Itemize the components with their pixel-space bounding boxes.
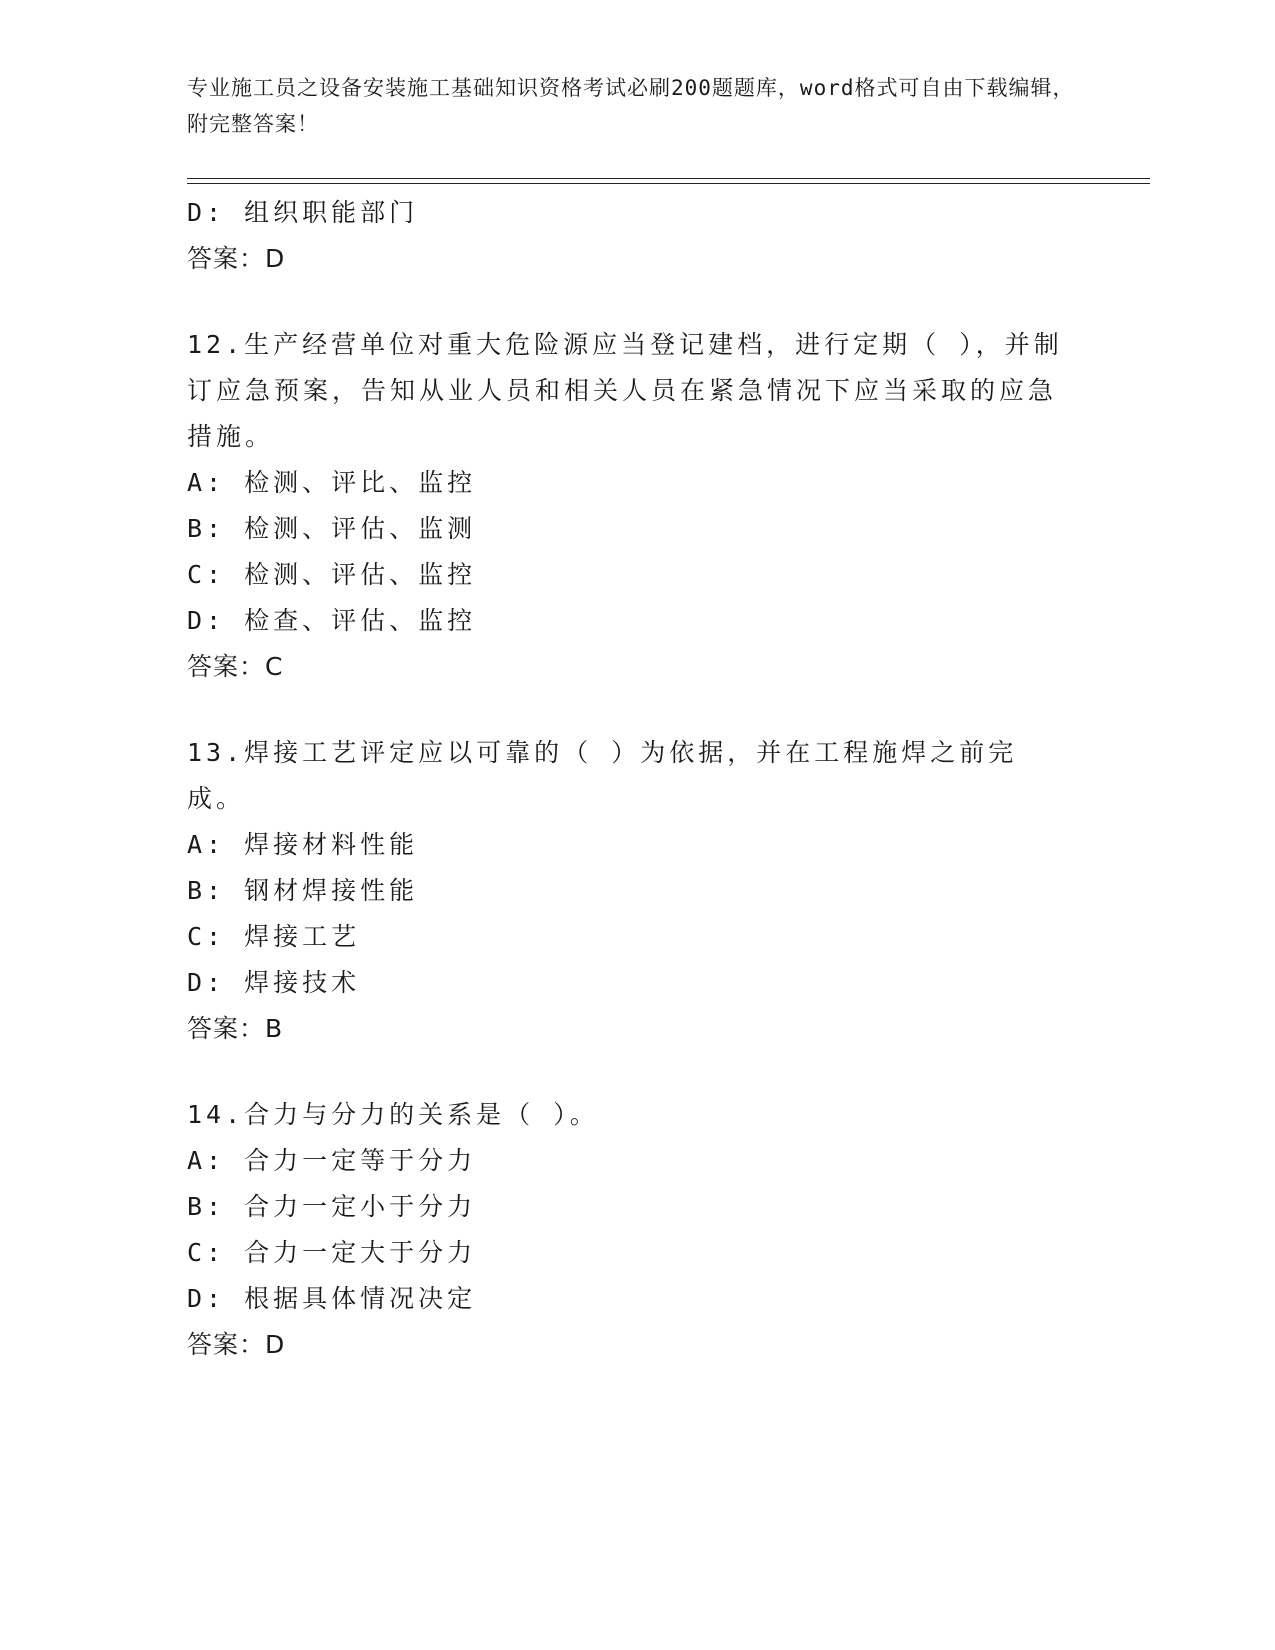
option-a: A: 检测、评比、监控 <box>187 468 477 497</box>
question-12 <box>187 322 1067 690</box>
answer: 答案：C <box>187 652 284 681</box>
option-d: D: 根据具体情况决定 <box>187 1284 477 1313</box>
header-divider-top <box>187 178 1150 179</box>
option-a: A: 合力一定等于分力 <box>187 1146 477 1175</box>
option-c: C: 焊接工艺 <box>187 922 361 951</box>
option-a: A: 焊接材料性能 <box>187 830 419 859</box>
question-13 <box>187 730 1067 1052</box>
option-d: D: 焊接技术 <box>187 968 361 997</box>
question-text: 12.生产经营单位对重大危险源应当登记建档，进行定期（ ），并制订应急预案，告知从业人员和相关人员在紧急情况下应当采取的应急措施。 <box>187 330 1063 451</box>
header-divider-bottom <box>187 183 1150 184</box>
prev-option-d: D: 组织职能部门 <box>187 198 419 227</box>
document-body <box>187 190 1067 1368</box>
option-c: C: 合力一定大于分力 <box>187 1238 477 1267</box>
option-b: B: 合力一定小于分力 <box>187 1192 477 1221</box>
question-text: 13.焊接工艺评定应以可靠的（ ）为依据，并在工程施焊之前完成。 <box>187 738 1018 813</box>
answer: 答案：B <box>187 1014 284 1043</box>
question-text: 14.合力与分力的关系是（ ）。 <box>187 1100 599 1129</box>
question-14 <box>187 1092 1067 1368</box>
answer: 答案：D <box>187 1330 286 1359</box>
document-header: 专业施工员之设备安装施工基础知识资格考试必刷200题题库，word格式可自由下载编辑，附完整答案！ <box>187 76 1075 136</box>
option-d: D: 检查、评估、监控 <box>187 606 477 635</box>
option-c: C: 检测、评估、监控 <box>187 560 477 589</box>
option-b: B: 钢材焊接性能 <box>187 876 419 905</box>
option-b: B: 检测、评估、监测 <box>187 514 477 543</box>
prev-answer: 答案：D <box>187 244 286 273</box>
